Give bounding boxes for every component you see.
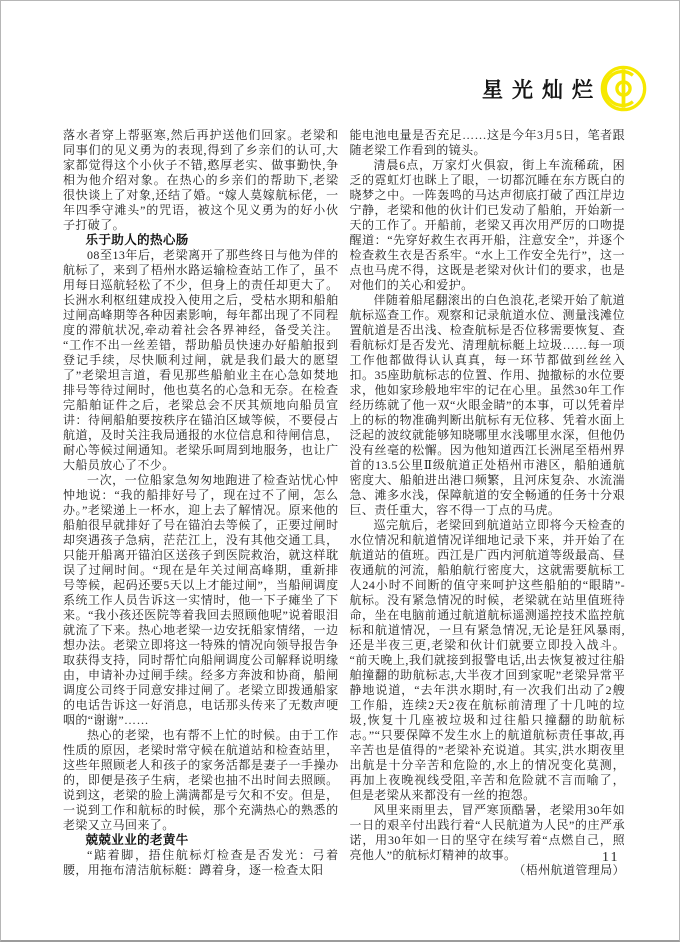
paragraph: “踮着脚，捂住航标灯检查是否发光：弓着腰，用拖布清洁航标艇：蹲着身，逐一检查太阳 [63,848,339,877]
section-heading: 兢兢业业的老黄牛 [85,833,189,847]
right-column [350,128,626,878]
paragraph: 巡完航后，老梁回到航道站立即将今天检查的水位情况和航道情况详细地记录下来，并开始了在航道站的值班。西江是广西内河航道等级最高、昼夜通航的河流，船舶航行密度大，这就需要航标工人24小时不间断的值守来呵护这些船舶的“眼睛”-航标。没有紧急情况的时候，老梁就在站里值班待命，坐在电脑前通过航道航标遥测遥控技术监控航标和航道情况，一旦有紧急情况,无论是狂风暴雨,还是半夜三更,老梁和伙计们就要立即投入战斗。“前天晚上,我们就接到报警电话,出去恢复被过往船舶撞翻的助航标志,大半夜才回到家呢”老梁异常平静地说道，“去年洪水期时,有一次我们出动了2艘工作船，连续2天2夜在航标前清理了十几吨的垃圾,恢复十几座被垃圾和过往船只撞翻的助航标志。”“只要保障不发生水上的航道航标责任事故,再辛苦也是值得的”老梁补充说道。其实,洪水期夜里出航是十分辛苦和危险的,水上的情况变化莫测，再加上夜晚视线受阻,辛苦和危险就不言而喻了，但是老梁从来都没有一丝的抱怨。 [349,518,625,802]
left-column [63,128,339,878]
paragraph: 热心的老梁，也有帮不上忙的时候。由于工作性质的原因，老梁时常守候在航道站和检查站里，这些年照顾老人和孩子的家务活都是妻子一手操办的，即便是孩子生病，老梁也抽不出时间去照顾。说到这，老梁的脸上满满都是亏欠和不安。但是，一说到工作和航标的时候，那个充满热心的熟悉的老梁又立马回来了。 [63,728,339,832]
paragraph-continuation: 落水者穿上帮驱寒,然后再护送他们回家。老梁和同事们的见义勇为的表现,得到了乡亲们的认可,大家都觉得这个小伙子不错,憨厚老实、做事勤快,争相为他介绍对象。在热心的乡亲们的帮助下,老梁很快谈上了对象,还结了婚。“嫁人莫嫁航标佬，一年四季守滩头”的咒语，被这个见义勇为的好小伙子打破了。 [63,128,339,232]
page-title: 星光灿烂 [482,78,602,102]
paragraph: 清晨6点，万家灯火俱寂，街上车流稀疏，困乏的霓虹灯也眯上了眼，一切都沉睡在东方既白的晓梦之中。一阵轰鸣的马达声彻底打破了西江岸边宁静，老梁和他的伙计们已发动了船舶，开始新一天的工作了。开船前，老梁又再次用严厉的口吻提醒道：“先穿好救生衣再开船，注意安全”，并逐个检查救生衣是否系牢。“水上工作安全先行”，这一点也马虎不得，这既是老梁对伙计们的要求，也是对他们的关心和爱护。 [349,158,625,292]
paragraph-continuation: 能电池电量是否充足……这是今年3月5日，笔者跟随老梁工作看到的镜头。 [349,128,625,157]
paragraph: 伴随着船尾翻滚出的白色浪花,老梁开始了航道航标巡查工作。观察和记录航道水位、测量浅滩位置航道是否出浅、检查航标是否位移需要恢复、查看航标灯是否发光、清理航标艇上垃圾……每一项工作他都做得认认真真，每一环节都做到丝丝入扣。35座助航标志的位置、作用、抛撤标的水位要求，他如家珍般地牢牢的记在心里。虽然30年工作经历练就了他一双“火眼金睛”的本事，可以凭着岸上的标的物准确判断出航标有无位移、凭着水面上泛起的波纹就能够知晓哪里水浅哪里水深，但他仍没有丝毫的松懈。因为他知道西江长洲尾至梧州界首的13.5公里Ⅱ级航道正处梧州市港区，船舶通航密度大、船舶进出港口频繁，且河床复杂、水流湍急、滩多水浅，保障航道的安全畅通的任务十分艰巨、责任重大，容不得一丁点的马虎。 [349,293,625,517]
paragraph: 风里来雨里去，冒严寒顶酷暑，老梁用30年如一日的艰辛付出践行着“人民航道为人民”的庄严承诺，用30年如一日的坚守在续写着“点燃自己，照亮他人”的航标灯精神的故事。 [349,803,625,862]
trade-union-emblem-icon [600,65,647,112]
article-body [63,128,625,878]
section-heading: 乐于助人的热心肠 [85,233,189,247]
paragraph: 一次，一位船家急匆匆地跑进了检查站忧心忡忡地说：“我的船排好号了，现在过不了闸，怎么办。”老梁递上一杯水，迎上去了解情况。原来他的船舶很早就排好了号在锚泊去等候了，正要过闸时却突遇孩子急病，茫茫江上，没有其他交通工具，只能开船离开锚泊区送孩子到医院救治，就这样耽误了过闸时间。“现在是年关过闸高峰期，重新排号等候，起码还要5天以上才能过闸”，当船闸调度系统工作人员告诉这一实情时，他一下子瘫坐了下来。“我小孩还医院等着我回去照顾他呢”说着眼泪就流了下来。热心地老梁一边安抚船家情绪，一边想办法。老梁立即将这一特殊的情况向领导报告争取获得支持，同时帮忙向船闸调度公司解释说明缘由，申请补办过闸手续。经多方奔波和协商，船闸调度公司终于同意安排过闸了。老梁立即拨通船家的电话告诉这一好消息，电话那头传来了无数声哽咽的“谢谢”…… [63,473,339,727]
page-number: 11 [602,850,620,865]
paragraph: 08至13年后，老梁离开了那些终日与他为伴的航标了，来到了梧州水路运输检查站工作了，虽不用每日巡航轻松了不少，但身上的责任却更大了。长洲水利枢纽建成投入使用之后，受枯水期和船舶过闸高峰期等各种因素影响，每年都出现了不同程度的滞航状况,牵动着社会各界神经，备受关注。“工作不出一丝差错，帮助船员快速办好船舶报到登记手续，尽快顺利过闸，就是我们最大的愿望了”老梁坦言道，看见那些船舶业主在心急如焚地排号等待过闸时，他也莫名的心急和无奈。在检查完船舶证件之后，老梁总会不厌其烦地向船员宣讲：待闸船舶要按秩序在锚泊区域等候，不要侵占航道，及时关注我局通报的水位信息和待闸信息，耐心等候过闸通知。老梁乐呵周到地服务，也让广大船员放心了不少。 [63,248,339,472]
page-header [482,65,647,112]
article-signature: （梧州航道管理局） [513,863,625,877]
